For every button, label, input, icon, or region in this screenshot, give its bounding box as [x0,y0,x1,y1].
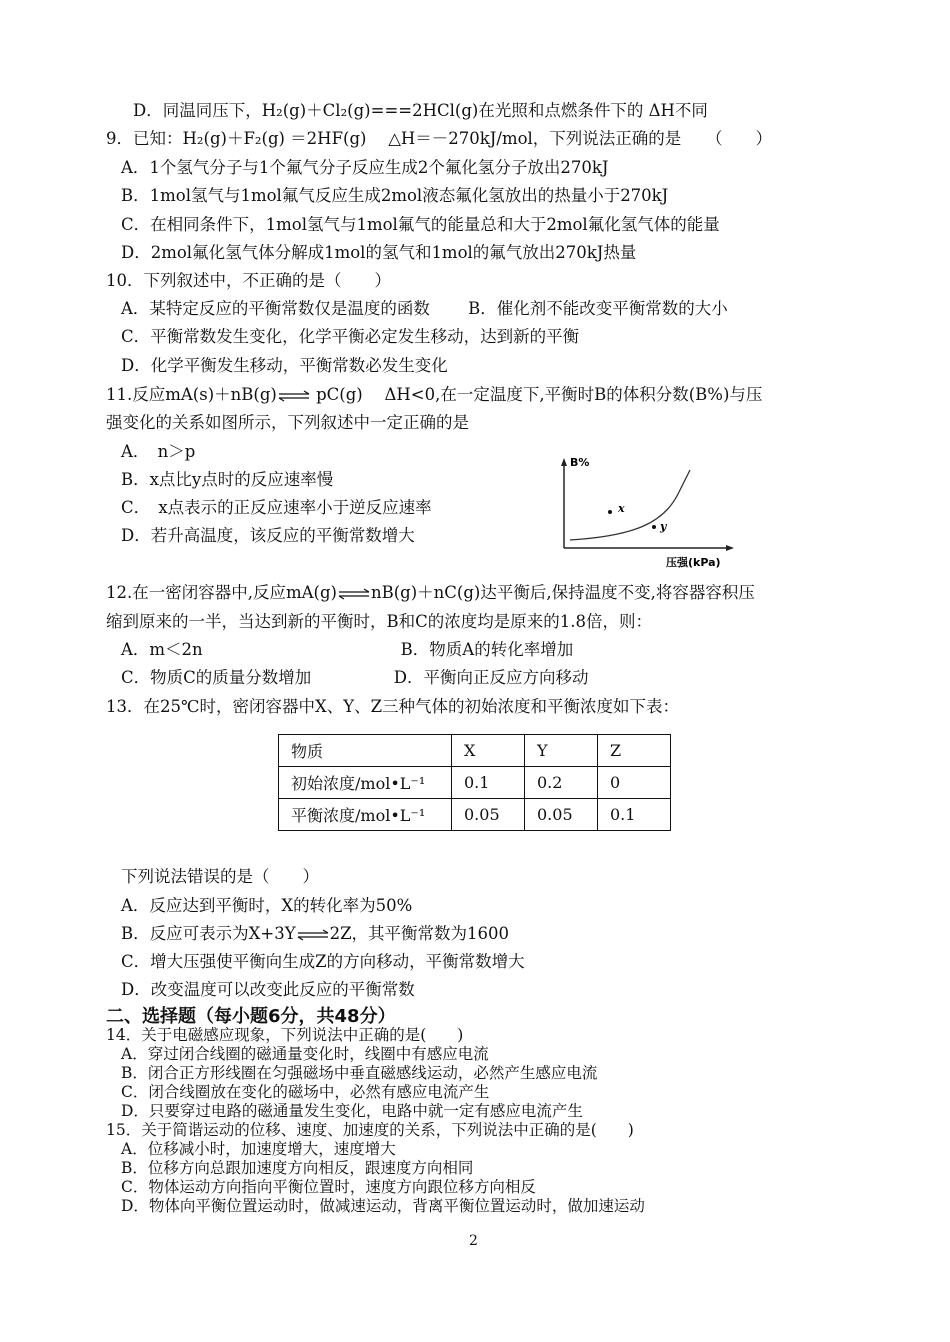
q11-stem-post: pC(g) ΔH<0,在一定温度下,平衡时B的体积分数(B%)与压 [310,385,763,404]
graph-point-y-label: y [660,520,667,533]
table-row [279,767,671,799]
q14-option-a: A．穿过闭合线圈的磁通量变化时，线圈中有感应电流 [121,1045,489,1063]
equilibrium-arrow-icon [337,588,371,600]
section-heading: 二、选择题（每小题6分，共48分） [106,1006,396,1027]
q11-option-b: B．x点比y点时的反应速率慢 [121,470,334,489]
q11-stem-cont: 强变化的关系如图所示，下列叙述中一定正确的是 [106,413,469,432]
graph-curve [570,470,690,540]
concentration-table [278,734,671,831]
table-cell: 平衡浓度/mol•L⁻¹ [279,799,452,831]
table-header-cell: Z [598,735,671,767]
q15-option-d: D．物体向平衡位置运动时，做减速运动，背离平衡位置运动时，做加速运动 [121,1197,645,1215]
q13-option-b-pre: B．反应可表示为X+3Y [121,924,296,943]
equilibrium-arrow-icon [277,390,311,402]
q15-option-c: C．物体运动方向指向平衡位置时，速度方向跟位移方向相反 [121,1178,536,1196]
q8-option-d: D．同温同压下，H₂(g)＋Cl₂(g)===2HCl(g)在光照和点燃条件下的 ΔH不同 [133,101,708,120]
table-header-cell: X [452,735,525,767]
table-cell: 0.2 [525,767,598,799]
q14-option-c: C．闭合线圈放在变化的磁场中，必然有感应电流产生 [121,1083,490,1101]
q14-option-b: B．闭合正方形线圈在匀强磁场中垂直磁感线运动，必然产生感应电流 [121,1064,598,1082]
q10-stem: 10．下列叙述中，不正确的是（ ） [106,271,391,290]
q14-option-d: D．只要穿过电路的磁通量发生变化，电路中就一定有感应电流产生 [121,1102,583,1120]
q11-option-a: A． n＞p [121,442,196,461]
q11-option-c: C． x点表示的正反应速率小于逆反应速率 [121,498,432,517]
q14-stem: 14．关于电磁感应现象，下列说法中正确的是( ) [106,1026,464,1044]
q15-option-a: A．位移减小时，加速度增大，速度增大 [121,1140,396,1158]
table-cell: 初始浓度/mol•L⁻¹ [279,767,452,799]
q12-stem-cont: 缩到原来的一半，当达到新的平衡时，B和C的浓度均是原来的1.8倍，则： [106,612,652,631]
graph-y-label: B% [570,456,590,469]
q9-option-d: D．2mol氟化氢气体分解成1mol的氢气和1mol的氟气放出270kJ热量 [121,243,637,262]
q13-option-b [121,923,509,945]
q9-option-b: B．1mol氢气与1mol氟气反应生成2mol液态氟化氢放出的热量小于270kJ [121,186,669,205]
q11-stem [106,384,762,406]
graph-x-arrow-icon [726,545,734,551]
q9-option-c: C．在相同条件下，1mol氢气与1mol氟气的能量总和大于2mol氟化氢气体的能量 [121,215,720,234]
table-cell: 0 [598,767,671,799]
q13-option-b-post: 2Z，其平衡常数为1600 [329,924,510,943]
q9-stem: 9．已知：H₂(g)＋F₂(g) ＝2HF(g) △H＝－270kJ/mol，下列说法正确的是 （ ） [106,129,773,148]
q13-stem: 13．在25℃时，密闭容器中X、Y、Z三种气体的初始浓度和平衡浓度如下表： [106,697,680,716]
graph-x-label: 压强(kPa) [666,556,721,569]
pressure-graph [556,450,746,570]
q12-options-ab: A．m＜2n B．物质A的转化率增加 [121,640,574,659]
q11-option-d: D．若升高温度，该反应的平衡常数增大 [121,526,415,545]
q9-option-a: A．1个氢气分子与1个氟气分子反应生成2个氟化氢分子放出270kJ [121,158,609,177]
q12-stem-pre: 12.在一密闭容器中,反应mA(g) [106,583,337,602]
q10-option-d: D．化学平衡发生移动，平衡常数必发生变化 [121,356,448,375]
q13-option-d: D．改变温度可以改变此反应的平衡常数 [121,980,415,999]
q12-options-cd: C．物质C的质量分数增加 D．平衡向正反应方向移动 [121,668,589,687]
table-cell: 0.1 [452,767,525,799]
graph-point-y [652,525,656,529]
table-cell: 0.1 [598,799,671,831]
q15-option-b: B．位移方向总跟加速度方向相反，跟速度方向相同 [121,1159,474,1177]
graph-point-x-label: x [618,502,625,515]
q13-subquestion: 下列说法错误的是（ ） [121,867,319,886]
q10-options-ab: A．某特定反应的平衡常数仅是温度的函数 B．催化剂不能改变平衡常数的大小 [121,299,728,318]
q11-stem-pre: 11.反应mA(s)＋nB(g) [106,385,277,404]
table-header-cell: 物质 [279,735,452,767]
table-row [279,799,671,831]
equilibrium-arrow-icon [296,929,330,941]
q10-option-c: C．平衡常数发生变化，化学平衡必定发生移动，达到新的平衡 [121,327,580,346]
q15-stem: 15．关于简谐运动的位移、速度、加速度的关系，下列说法中正确的是( ) [106,1121,634,1139]
graph-y-arrow-icon [561,458,567,466]
q12-stem-post: nB(g)＋nC(g)达平衡后,保持温度不变,将容器容积压 [370,583,755,602]
table-cell: 0.05 [525,799,598,831]
table-header-cell: Y [525,735,598,767]
q12-stem [106,582,755,604]
q13-option-a: A．反应达到平衡时，X的转化率为50% [121,896,413,915]
table-header-row [279,735,671,767]
q13-option-c: C．增大压强使平衡向生成Z的方向移动，平衡常数增大 [121,952,525,971]
table-cell: 0.05 [452,799,525,831]
graph-point-x [608,510,612,514]
page-number: 2 [469,1233,478,1249]
